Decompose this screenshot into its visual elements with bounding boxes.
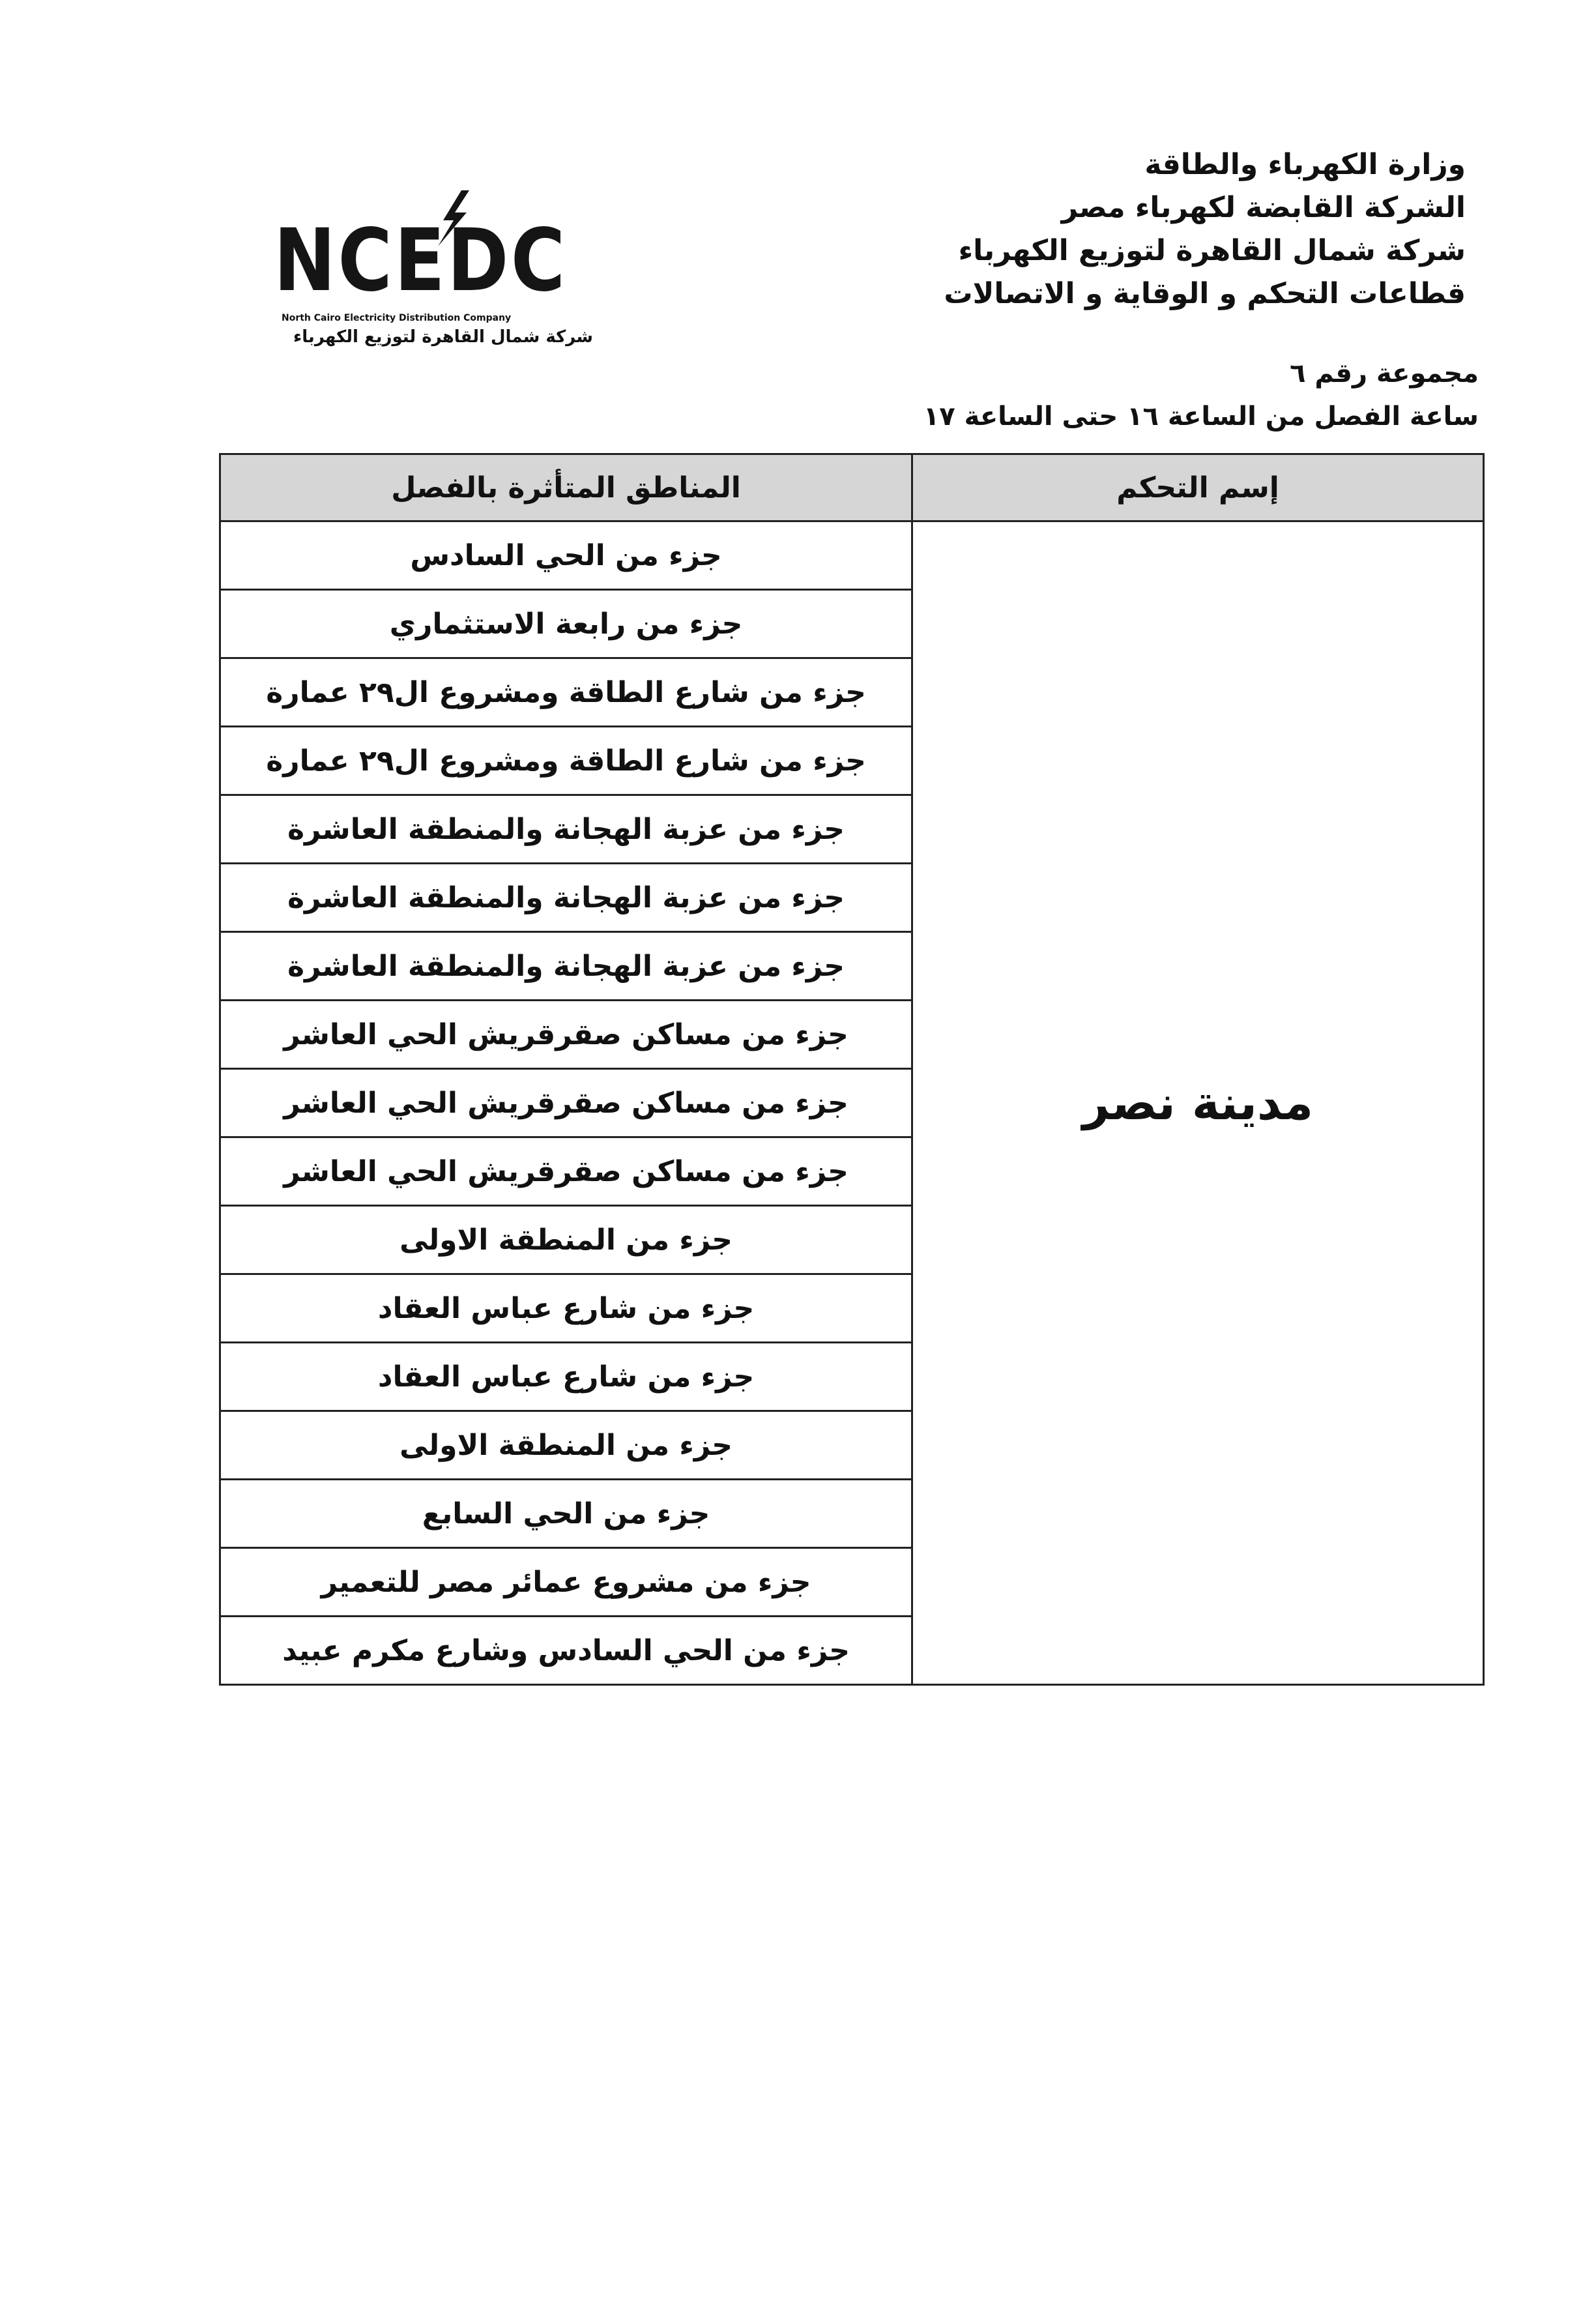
logo-arabic-name: شركة شمال القاهرة لتوزيع الكهرباء bbox=[293, 327, 593, 347]
control-name-cell: مدينة نصر bbox=[912, 521, 1484, 1685]
organization-header bbox=[944, 143, 1466, 315]
area-cell: جزء من المنطقة الاولى bbox=[220, 1411, 912, 1480]
cutoff-time: ساعة الفصل من الساعة ١٦ حتى الساعة ١٧ bbox=[923, 402, 1479, 432]
area-cell: جزء من المنطقة الاولى bbox=[220, 1206, 912, 1274]
area-cell: جزء من مساكن صقرقريش الحي العاشر bbox=[220, 1137, 912, 1206]
area-cell: جزء من مشروع عمائر مصر للتعمير bbox=[220, 1548, 912, 1617]
table-header-row bbox=[220, 454, 1484, 521]
area-cell: جزء من شارع الطاقة ومشروع ال٢٩ عمارة bbox=[220, 727, 912, 795]
header-line-ministry: وزارة الكهرباء والطاقة bbox=[1144, 148, 1466, 181]
header-line-distribution-company: شركة شمال القاهرة لتوزيع الكهرباء bbox=[958, 234, 1466, 267]
area-cell: جزء من الحي السادس bbox=[220, 521, 912, 590]
area-cell: جزء من الحي السابع bbox=[220, 1480, 912, 1548]
area-cell: جزء من عزبة الهجانة والمنطقة العاشرة bbox=[220, 795, 912, 864]
logo-wordmark: NCEDC bbox=[274, 211, 568, 311]
header-affected-areas: المناطق المتأثرة بالفصل bbox=[220, 454, 912, 521]
header-control-name: إسم التحكم bbox=[912, 454, 1484, 521]
logo-english-name: North Cairo Electricity Distribution Company bbox=[282, 313, 512, 323]
area-cell: جزء من رابعة الاستثماري bbox=[220, 590, 912, 658]
area-cell: جزء من شارع عباس العقاد bbox=[220, 1274, 912, 1343]
group-number: مجموعة رقم ٦ bbox=[1290, 359, 1479, 388]
area-cell: جزء من عزبة الهجانة والمنطقة العاشرة bbox=[220, 864, 912, 932]
area-cell: جزء من عزبة الهجانة والمنطقة العاشرة bbox=[220, 932, 912, 1001]
group-info bbox=[923, 352, 1479, 438]
area-cell: جزء من الحي السادس وشارع مكرم عبيد bbox=[220, 1617, 912, 1685]
area-cell: جزء من مساكن صقرقريش الحي العاشر bbox=[220, 1069, 912, 1137]
area-cell: جزء من شارع الطاقة ومشروع ال٢٩ عمارة bbox=[220, 658, 912, 727]
outage-schedule-table bbox=[219, 453, 1485, 1686]
header-line-sectors: قطاعات التحكم و الوقاية و الاتصالات bbox=[944, 277, 1466, 310]
area-cell: جزء من شارع عباس العقاد bbox=[220, 1343, 912, 1411]
area-cell: جزء من مساكن صقرقريش الحي العاشر bbox=[220, 1001, 912, 1069]
company-logo bbox=[274, 189, 593, 359]
header-line-holding-company: الشركة القابضة لكهرباء مصر bbox=[1061, 191, 1466, 224]
table-row bbox=[220, 521, 1484, 590]
